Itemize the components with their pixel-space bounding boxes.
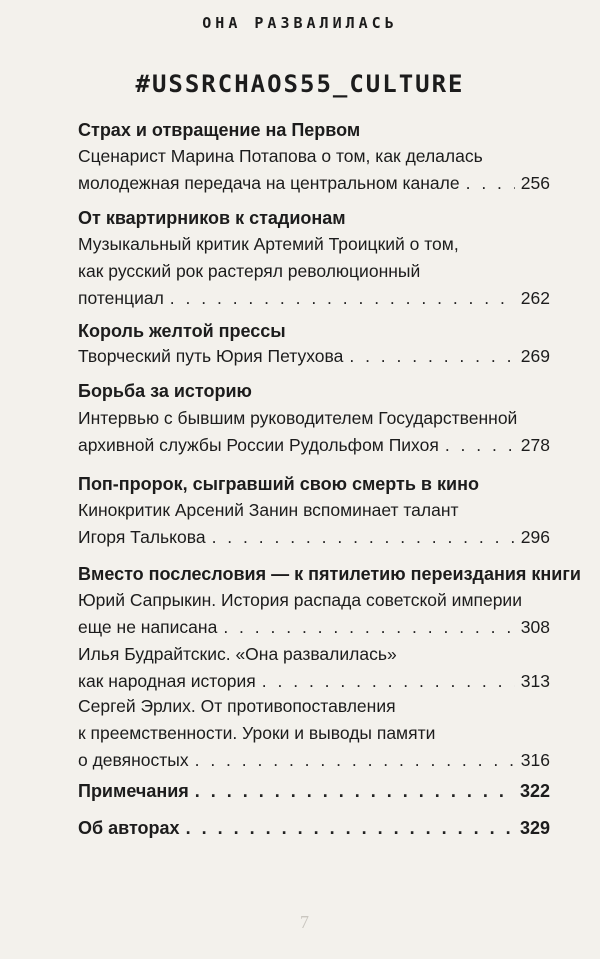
toc-heading: Об авторах	[78, 818, 180, 838]
page-number: 256	[520, 173, 550, 193]
toc-line: Творческий путь Юрия Петухова	[78, 346, 344, 366]
toc-heading: Вместо послесловия — к пятилетию переиздания книги	[78, 564, 581, 584]
toc-line: как русский рок растерял революционный	[78, 261, 421, 281]
dot-leader	[466, 170, 515, 197]
dot-leader	[349, 343, 514, 370]
dot-leader	[170, 285, 515, 312]
toc-line: как народная история	[78, 671, 256, 691]
toc-heading: Поп-пророк, сыгравший свою смерть в кино	[78, 474, 479, 494]
toc-entry	[78, 231, 550, 312]
dot-leader	[195, 747, 515, 774]
toc-line: еще не написана	[78, 617, 218, 637]
toc-line: Игоря Талькова	[78, 527, 206, 547]
toc-heading: Примечания	[78, 781, 189, 801]
toc-entry	[78, 343, 550, 370]
toc-entry	[78, 587, 550, 641]
dot-leader	[195, 779, 514, 803]
page-number: 322	[519, 781, 550, 801]
toc-line: потенциал	[78, 288, 164, 308]
page-folio: 7	[300, 912, 309, 932]
toc-backmatter-notes	[78, 779, 550, 803]
page-number: 316	[520, 750, 550, 770]
page-number: 269	[520, 346, 550, 366]
running-header: ОНА РАЗВАЛИЛАСЬ	[202, 14, 398, 32]
toc-entry	[78, 405, 550, 459]
toc-entry	[78, 641, 550, 695]
toc-entry	[78, 693, 550, 774]
page-number: 308	[520, 617, 550, 637]
dot-leader	[212, 524, 515, 551]
toc-heading: Страх и отвращение на Первом	[78, 120, 361, 140]
toc-line: Музыкальный критик Артемий Троицкий о том,	[78, 234, 459, 254]
toc-line: Сергей Эрлих. От противопоставления	[78, 696, 396, 716]
toc-line: Илья Будрайтскис. «Она развалилась»	[78, 644, 397, 664]
toc-entry	[78, 497, 550, 551]
page-number: 329	[519, 818, 550, 838]
page-number: 262	[520, 288, 550, 308]
page-number: 313	[520, 671, 550, 691]
toc-line: Интервью с бывшим руководителем Государственной	[78, 408, 518, 428]
toc-line: о девяностых	[78, 750, 189, 770]
toc-line: архивной службы России Рудольфом Пихоя	[78, 435, 439, 455]
toc-line: Юрий Сапрыкин. История распада советской империи	[78, 590, 522, 610]
dot-leader	[186, 816, 514, 840]
toc-line: Кинокритик Арсений Занин вспоминает талант	[78, 500, 459, 520]
toc-line: Сценарист Марина Потапова о том, как делалась	[78, 146, 483, 166]
dot-leader	[262, 668, 515, 695]
toc-heading: Король желтой прессы	[78, 321, 286, 341]
page-number: 296	[520, 527, 550, 547]
dot-leader	[223, 614, 514, 641]
toc-backmatter-authors	[78, 816, 550, 840]
dot-leader	[445, 432, 515, 459]
toc-line: молодежная передача на центральном канале	[78, 173, 460, 193]
toc-heading: От квартирников к стадионам	[78, 208, 346, 228]
page-number: 278	[520, 435, 550, 455]
toc-line: к преемственности. Уроки и выводы памяти	[78, 723, 436, 743]
toc-entry	[78, 143, 550, 197]
toc-heading: Борьба за историю	[78, 381, 252, 401]
section-title: #USSRCHAOS55_CULTURE	[135, 70, 465, 98]
